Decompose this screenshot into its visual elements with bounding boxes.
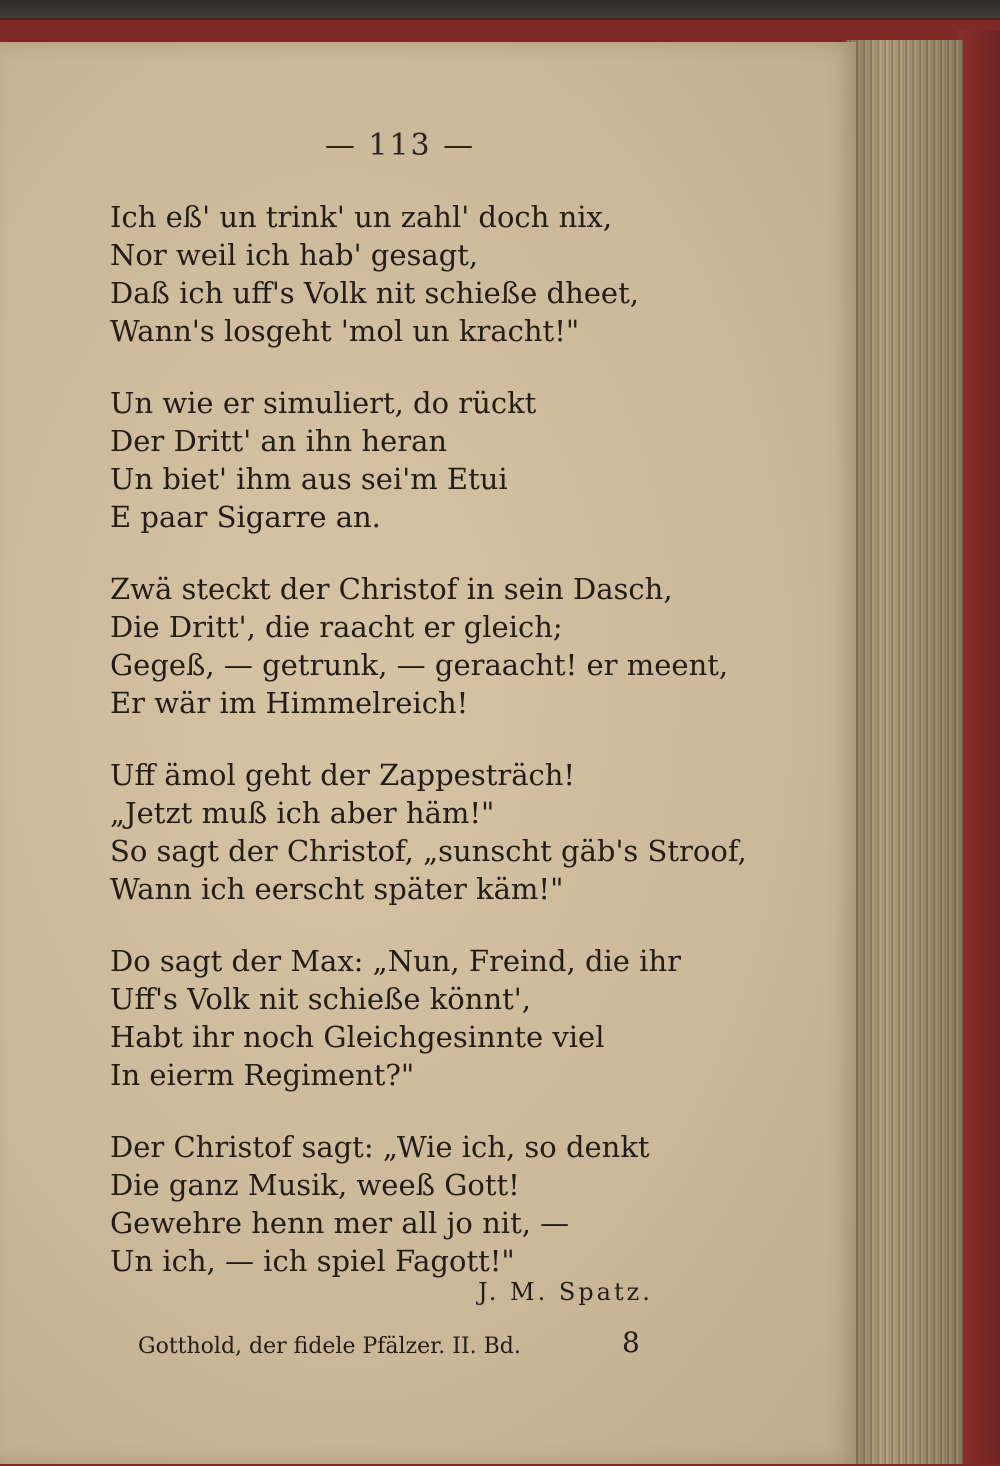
poem-line: Der Dritt' an ihn heran <box>110 424 448 458</box>
signature-mark: 8 <box>622 1326 640 1359</box>
poem-line: In eierm Regiment?" <box>110 1058 415 1092</box>
poem-line: „Jetzt muß ich aber häm!" <box>110 796 495 830</box>
poem-line: Zwä steckt der Christof in sein Dasch, <box>110 572 673 606</box>
poem-line: Gewehre henn mer all jo nit, — <box>110 1206 570 1240</box>
stanza <box>110 756 830 908</box>
poem-line: Un ich, — ich spiel Fagott!" <box>110 1244 515 1278</box>
poem-line: Uff ämol geht der Zappesträch! <box>110 758 576 792</box>
poem-line: Der Christof sagt: „Wie ich, so denkt <box>110 1130 650 1164</box>
poem-line: Habt ihr noch Gleichgesinnte viel <box>110 1020 605 1054</box>
poem-line: Er wär im Himmelreich! <box>110 686 469 720</box>
footer-title: Gotthold, der fidele Pfälzer. II. Bd. <box>138 1334 521 1359</box>
poem-line: Wann's losgeht 'mol un kracht!" <box>110 314 580 348</box>
poem-line: Ich eß' un trink' un zahl' doch nix, <box>110 200 613 234</box>
poem-line: So sagt der Christof, „sunscht gäb's Stroof, <box>110 834 747 868</box>
poem-line: Un biet' ihm aus sei'm Etui <box>110 462 508 496</box>
poem-line: Die ganz Musik, weeß Gott! <box>110 1168 520 1202</box>
poem-line: Die Dritt', die raacht er gleich; <box>110 610 563 644</box>
author-signature: J. M. Spatz. <box>478 1278 653 1306</box>
poem-line: Gegeß, — getrunk, — geraacht! er meent, <box>110 648 729 682</box>
poem-line: Uff's Volk nit schieße könnt', <box>110 982 531 1016</box>
poem-line: Daß ich uff's Volk nit schieße dheet, <box>110 276 639 310</box>
poem-line: Un wie er simuliert, do rückt <box>110 386 537 420</box>
poem <box>110 198 830 1314</box>
poem-line: E paar Sigarre an. <box>110 500 381 534</box>
stanza <box>110 198 830 350</box>
poem-line: Do sagt der Max: „Nun, Freind, die ihr <box>110 944 681 978</box>
book-cover-edge <box>958 30 1000 1464</box>
page-number: — 113 — <box>324 128 476 163</box>
stanza <box>110 1128 830 1280</box>
book-page <box>0 42 856 1464</box>
stanza <box>110 942 830 1094</box>
poem-line: Wann ich eerscht später käm!" <box>110 872 564 906</box>
stanza <box>110 384 830 536</box>
poem-line: Nor weil ich hab' gesagt, <box>110 238 479 272</box>
stanza <box>110 570 830 722</box>
page-edges <box>846 40 963 1464</box>
